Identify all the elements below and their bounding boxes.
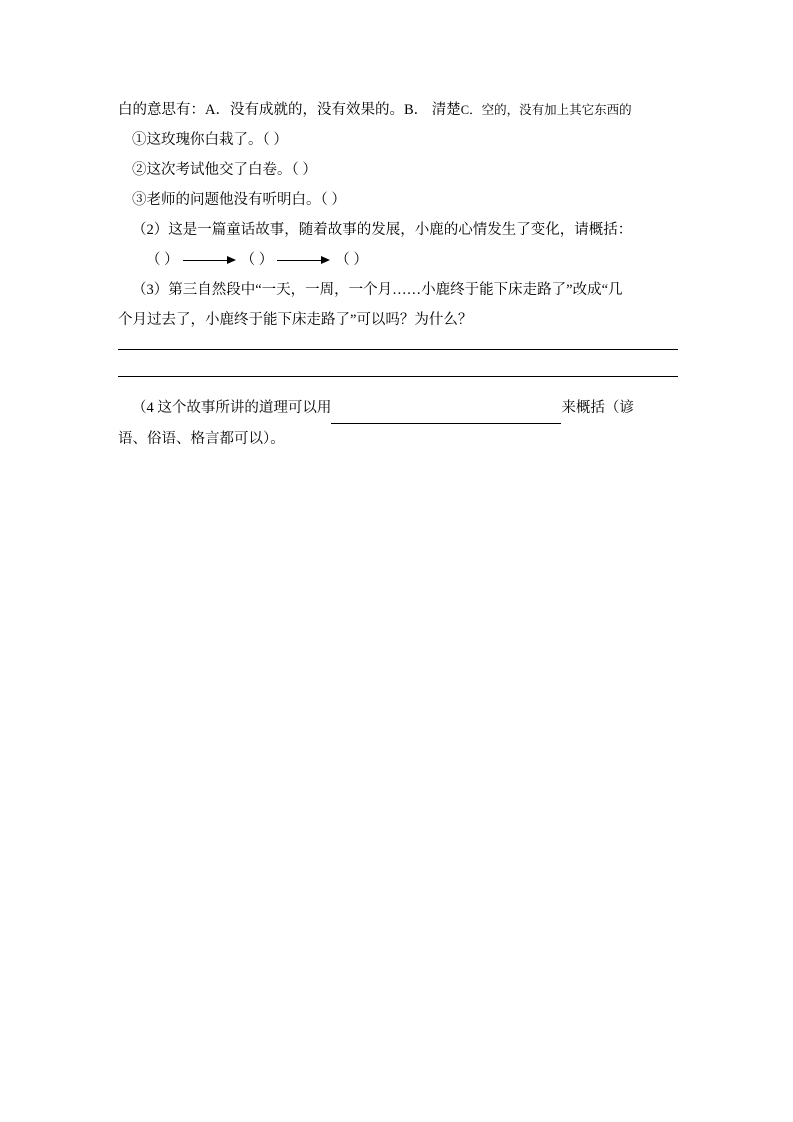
question-4-before-blank: （4 这个故事所讲的道理可以用 bbox=[132, 400, 332, 416]
arrow-right-icon bbox=[183, 255, 237, 265]
question-4-blank[interactable] bbox=[331, 393, 561, 424]
sub-item-1: ①这玫瑰你白栽了。（ ） bbox=[132, 132, 288, 148]
arrow-right-icon bbox=[277, 255, 331, 265]
question-4-line-2: 语、俗语、格言都可以）。 bbox=[118, 431, 285, 447]
question-4 bbox=[118, 393, 675, 424]
definition-line bbox=[118, 95, 675, 125]
chain-blank-3: （ ） bbox=[335, 252, 368, 268]
definition-option-a: A．没有成就的，没有效果的。 bbox=[205, 102, 404, 118]
definition-option-b: B． 清楚 bbox=[403, 102, 461, 118]
answer-rule-line-2 bbox=[118, 376, 678, 377]
definition-option-c: C．空的，没有加上其它东西的 bbox=[460, 103, 632, 117]
chain-blank-1: （ ） bbox=[146, 252, 179, 268]
question-3-line-1: （3）第三自然段中“一天，一周，一个月……小鹿终于能下床走路了”改成“几 bbox=[132, 282, 623, 298]
mood-change-chain bbox=[118, 245, 675, 275]
question-2: （2）这是一篇童话故事，随着故事的发展，小鹿的心情发生了变化，请概括： bbox=[132, 222, 633, 238]
sub-item-3: ③老师的问题他没有听明白。（ ） bbox=[132, 192, 346, 208]
definition-prefix: 白的意思有： bbox=[118, 102, 205, 118]
sub-item-2: ②这次考试他交了白卷。（ ） bbox=[132, 162, 317, 178]
question-3-line-2: 个月过去了，小鹿终于能下床走路了”可以吗？为什么？ bbox=[118, 312, 473, 328]
answer-rule-line-1 bbox=[118, 349, 678, 350]
question-4-after-blank: 来概括（谚 bbox=[561, 400, 634, 416]
chain-blank-2: （ ） bbox=[240, 252, 274, 268]
